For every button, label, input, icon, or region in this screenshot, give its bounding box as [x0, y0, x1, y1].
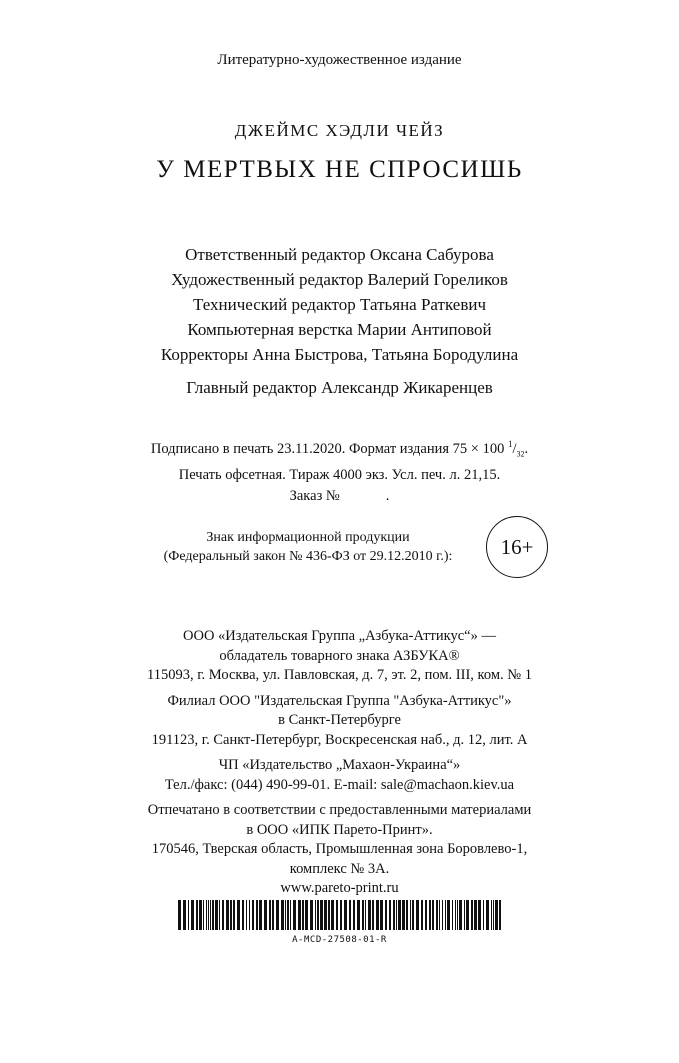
barcode-bar — [368, 900, 371, 930]
branch-line: Филиал ООО "Издательская Группа "Азбука-Аттикус"» — [167, 692, 512, 709]
barcode-bar — [459, 900, 462, 930]
barcode-bar — [242, 900, 244, 930]
barcode-bar — [336, 900, 338, 930]
credit-line: Технический редактор Татьяна Раткевич — [192, 295, 487, 314]
barcode-bar — [302, 900, 304, 930]
barcode-bar — [206, 900, 207, 930]
printer-line: комплекс № 3А. — [289, 860, 390, 877]
barcode-bar — [269, 900, 271, 930]
barcode-bar — [439, 900, 440, 930]
barcode-bar — [191, 900, 194, 930]
credits-block — [0, 242, 679, 400]
barcode-bar — [328, 900, 330, 930]
credit-line: Компьютерная верстка Марии Антиповой — [187, 320, 492, 339]
author-name: ДЖЕЙМС ХЭДЛИ ЧЕЙЗ — [234, 121, 445, 140]
barcode-bar — [478, 900, 481, 930]
barcode-bar — [208, 900, 209, 930]
series-label: Литературно-художественное издание — [217, 52, 462, 68]
barcode-bar — [203, 900, 204, 930]
print-format-line: Подписано в печать 23.11.2020. Формат издания 75 × 100 $^1/_{32}$. — [150, 439, 529, 459]
barcode-bar — [310, 900, 313, 930]
age-rating-line2: (Федеральный закон № 436-ФЗ от 29.12.2010 г.): — [163, 549, 453, 564]
publisher-line: ООО «Издательская Группа „Азбука-Аттикус“» — — [183, 628, 496, 644]
barcode-bar — [212, 900, 214, 930]
barcode-bar — [249, 900, 250, 930]
barcode-bar — [344, 900, 347, 930]
printer-line: в ООО «ИПК Парето-Принт». — [246, 821, 433, 838]
credit-line: Художественный редактор Валерий Гореликов — [171, 270, 508, 289]
barcode-bar — [393, 900, 395, 930]
order-label: Заказ № — [289, 487, 340, 504]
barcode-bar — [412, 900, 414, 930]
barcode-bar — [464, 900, 465, 930]
barcode-bar — [474, 900, 477, 930]
barcode-bar — [365, 900, 366, 930]
barcode-bar — [256, 900, 258, 930]
barcode-bar — [483, 900, 484, 930]
barcode-bar — [421, 900, 423, 930]
barcode-bar — [486, 900, 489, 930]
barcode-bar — [298, 900, 301, 930]
barcode-image — [178, 900, 504, 930]
barcode-bar — [188, 900, 189, 930]
print-info-block — [0, 434, 679, 507]
barcode-bar — [285, 900, 286, 930]
barcode-bar — [416, 900, 419, 930]
barcode-bar — [357, 900, 360, 930]
barcode-bar — [230, 900, 232, 930]
barcode-bar — [455, 900, 456, 930]
publisher-line: обладатель товарного знака АЗБУКА® — [219, 647, 460, 664]
publisher-block — [0, 627, 679, 899]
ukraine-line: ЧП «Издательство „Махаон-Украина“» — [218, 757, 461, 773]
branch-line: 191123, г. Санкт-Петербург, Воскресенская наб., д. 12, лит. А — [151, 731, 528, 748]
barcode-bar — [452, 900, 453, 930]
barcode-id: A-MCD-27508-01-R — [292, 935, 387, 945]
barcode-bar — [324, 900, 327, 930]
barcode-bar — [305, 900, 308, 930]
barcode-bar — [495, 900, 498, 930]
barcode-bar — [272, 900, 274, 930]
age-rating-line1: Знак информационной продукции — [206, 530, 410, 545]
barcode-bar — [246, 900, 247, 930]
credit-line: Ответственный редактор Оксана Сабурова — [185, 245, 494, 264]
barcode-bar — [196, 900, 198, 930]
barcode-bar — [385, 900, 387, 930]
barcode-bar — [276, 900, 279, 930]
printer-line: Отпечатано в соответствии с предоставленными материалами — [147, 802, 532, 818]
barcode-bar — [210, 900, 211, 930]
barcode-bar — [380, 900, 383, 930]
order-end: . — [385, 487, 390, 504]
barcode-bar — [406, 900, 408, 930]
barcode-bar — [215, 900, 218, 930]
barcode-bar — [219, 900, 220, 930]
barcode-bar — [402, 900, 405, 930]
barcode-bar — [493, 900, 494, 930]
order-line — [0, 486, 679, 507]
printer-website: www.pareto-print.ru — [280, 880, 399, 896]
barcode-bar — [466, 900, 469, 930]
barcode-bar — [410, 900, 411, 930]
barcode-bar — [183, 900, 186, 930]
barcode-bar — [396, 900, 397, 930]
ukraine-line: Тел./факс: (044) 490-99-01. E-mail: sale@machaon.kiev.ua — [164, 776, 515, 793]
barcode-bar — [353, 900, 355, 930]
format-suffix: . — [524, 440, 529, 457]
chief-editor-line: Главный редактор Александр Жикаренцев — [186, 378, 493, 397]
age-rating-text — [138, 528, 478, 566]
barcode-bar — [320, 900, 323, 930]
branch-line: в Санкт-Петербурге — [278, 712, 401, 728]
printer-line: 170546, Тверская область, Промышленная зона Боровлево-1, — [151, 841, 528, 857]
print-run-line: Печать офсетная. Тираж 4000 экз. Усл. печ. л. 21,15. — [178, 466, 501, 483]
barcode-bar — [362, 900, 364, 930]
barcode-bar — [233, 900, 235, 930]
barcode-bar — [252, 900, 254, 930]
barcode-bar — [457, 900, 458, 930]
barcode-bar — [178, 900, 181, 930]
barcode-bar — [445, 900, 446, 930]
barcode-bar — [222, 900, 224, 930]
barcode-bar — [293, 900, 296, 930]
barcode-bar — [349, 900, 351, 930]
barcode-bar — [398, 900, 401, 930]
barcode-bar — [315, 900, 316, 930]
format-numerator: 1 — [507, 439, 513, 449]
credit-line: Корректоры Анна Быстрова, Татьяна Бородулина — [160, 345, 519, 364]
barcode-bar — [429, 900, 431, 930]
barcode-bar — [491, 900, 492, 930]
barcode-bar — [499, 900, 501, 930]
barcode-bar — [331, 900, 334, 930]
barcode-bar — [317, 900, 319, 930]
barcode-bar — [287, 900, 289, 930]
book-title: У МЕРТВЫХ НЕ СПРОСИШЬ — [156, 156, 523, 183]
publisher-line: 115093, г. Москва, ул. Павловская, д. 7, эт. 2, пом. III, ком. № 1 — [147, 667, 532, 683]
barcode-bar — [376, 900, 379, 930]
age-rating-badge: 16+ — [486, 516, 548, 578]
barcode-bar — [259, 900, 262, 930]
print-format-text: Подписано в печать 23.11.2020. Формат издания 75 × 100 — [150, 440, 508, 457]
barcode-bar — [237, 900, 240, 930]
barcode-bar — [199, 900, 202, 930]
barcode-bar — [372, 900, 374, 930]
barcode-bar — [226, 900, 229, 930]
barcode-bar — [264, 900, 267, 930]
barcode-bar — [447, 900, 450, 930]
barcode-bar — [432, 900, 434, 930]
barcode-bar — [389, 900, 391, 930]
barcode-bar — [290, 900, 291, 930]
barcode-bar — [425, 900, 427, 930]
barcode-bar — [442, 900, 443, 930]
barcode-bar — [436, 900, 438, 930]
format-denominator: 32 — [516, 449, 525, 459]
barcode-bar — [471, 900, 473, 930]
barcode-bar — [340, 900, 342, 930]
barcode-bar — [281, 900, 284, 930]
